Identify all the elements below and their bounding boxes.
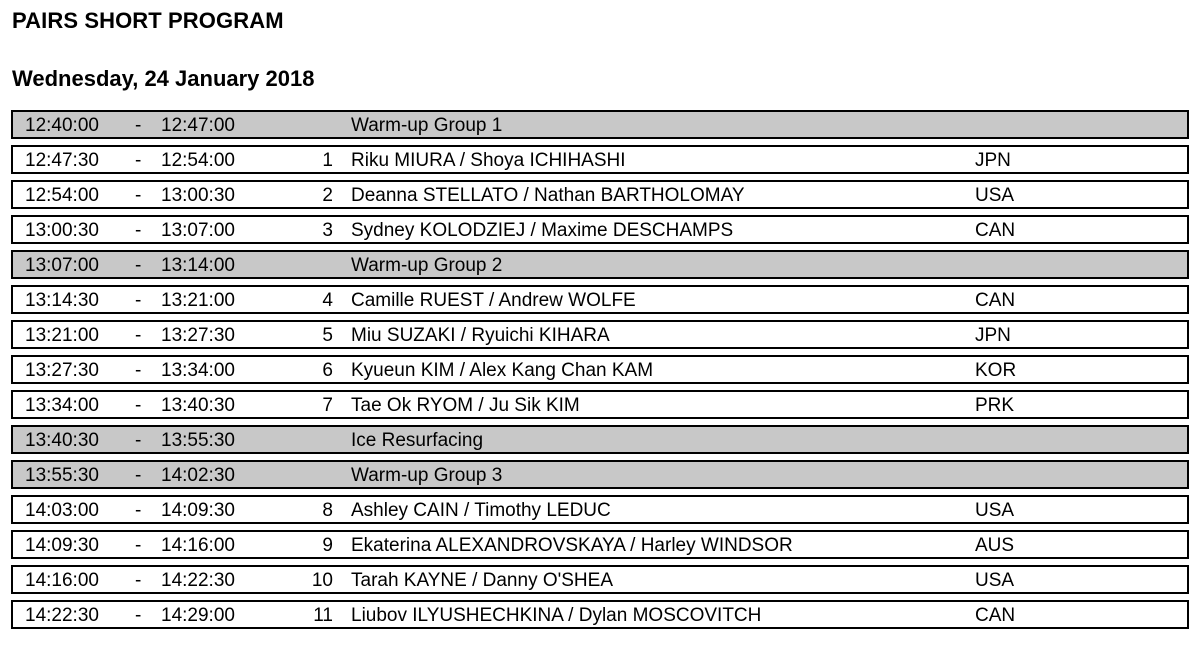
nation-code: AUS — [975, 535, 1015, 556]
start-time: 12:54:00 — [25, 185, 99, 206]
nation-code: CAN — [975, 290, 1016, 311]
start-time: 13:40:30 — [25, 430, 99, 451]
time-separator: - — [135, 185, 142, 206]
time-separator: - — [135, 325, 142, 346]
start-time: 13:55:30 — [25, 465, 99, 486]
starting-number: 9 — [322, 535, 333, 556]
schedule-skater-row — [11, 180, 1189, 209]
starting-number: 10 — [311, 570, 333, 591]
nation-code: JPN — [975, 150, 1011, 171]
end-time: 13:21:00 — [161, 290, 235, 311]
end-time: 13:40:30 — [161, 395, 235, 416]
schedule-table — [11, 110, 1189, 635]
start-time: 12:47:30 — [25, 150, 99, 171]
time-separator: - — [135, 395, 142, 416]
nation-code: PRK — [975, 395, 1015, 416]
nation-code: KOR — [975, 360, 1017, 381]
entry-name: Miu SUZAKI / Ryuichi KIHARA — [351, 325, 610, 346]
entry-name: Ice Resurfacing — [351, 430, 484, 451]
entry-name: Riku MIURA / Shoya ICHIHASHI — [351, 150, 626, 171]
entry-name: Ekaterina ALEXANDROVSKAYA / Harley WINDSOR — [351, 535, 793, 556]
end-time: 13:00:30 — [161, 185, 235, 206]
end-time: 12:47:00 — [161, 115, 235, 136]
schedule-break-row — [11, 425, 1189, 454]
start-time: 14:03:00 — [25, 500, 99, 521]
end-time: 13:34:00 — [161, 360, 235, 381]
time-separator: - — [135, 605, 142, 626]
start-time: 14:22:30 — [25, 605, 99, 626]
schedule-skater-row — [11, 355, 1189, 384]
start-time: 13:14:30 — [25, 290, 99, 311]
time-separator: - — [135, 360, 142, 381]
starting-number: 2 — [322, 185, 333, 206]
end-time: 14:02:30 — [161, 465, 235, 486]
schedule-skater-row — [11, 215, 1189, 244]
entry-name: Kyueun KIM / Alex Kang Chan KAM — [351, 360, 654, 381]
entry-name: Sydney KOLODZIEJ / Maxime DESCHAMPS — [351, 220, 734, 241]
nation-code: CAN — [975, 220, 1016, 241]
time-separator: - — [135, 255, 142, 276]
starting-number: 1 — [322, 150, 333, 171]
schedule-skater-row — [11, 145, 1189, 174]
time-separator: - — [135, 535, 142, 556]
time-separator: - — [135, 430, 142, 451]
entry-name: Warm-up Group 2 — [351, 255, 503, 276]
starting-number: 5 — [322, 325, 333, 346]
schedule-break-row — [11, 110, 1189, 139]
time-separator: - — [135, 290, 142, 311]
starting-number: 3 — [322, 220, 333, 241]
end-time: 14:16:00 — [161, 535, 235, 556]
entry-name: Tae Ok RYOM / Ju Sik KIM — [351, 395, 580, 416]
end-time: 13:07:00 — [161, 220, 235, 241]
nation-code: JPN — [975, 325, 1011, 346]
schedule-break-row — [11, 250, 1189, 279]
end-time: 13:55:30 — [161, 430, 235, 451]
end-time: 13:27:30 — [161, 325, 235, 346]
time-separator: - — [135, 500, 142, 521]
starting-number: 8 — [322, 500, 333, 521]
time-separator: - — [135, 465, 142, 486]
schedule-skater-row — [11, 495, 1189, 524]
nation-code: USA — [975, 500, 1015, 521]
starting-number: 4 — [322, 290, 333, 311]
schedule-skater-row — [11, 320, 1189, 349]
start-time: 12:40:00 — [25, 115, 99, 136]
entry-name: Tarah KAYNE / Danny O'SHEA — [351, 570, 613, 591]
nation-code: USA — [975, 570, 1015, 591]
time-separator: - — [135, 570, 142, 591]
starting-number: 6 — [322, 360, 333, 381]
schedule-skater-row — [11, 600, 1189, 629]
start-time: 13:07:00 — [25, 255, 99, 276]
schedule-skater-row — [11, 565, 1189, 594]
entry-name: Ashley CAIN / Timothy LEDUC — [351, 500, 611, 521]
end-time: 14:09:30 — [161, 500, 235, 521]
nation-code: CAN — [975, 605, 1016, 626]
starting-number: 11 — [313, 605, 333, 626]
entry-name: Warm-up Group 3 — [351, 465, 503, 486]
schedule-break-row — [11, 460, 1189, 489]
start-time: 13:00:30 — [25, 220, 99, 241]
time-separator: - — [135, 220, 142, 241]
nation-code: USA — [975, 185, 1015, 206]
entry-name: Camille RUEST / Andrew WOLFE — [351, 290, 636, 311]
time-separator: - — [135, 150, 142, 171]
start-time: 13:27:30 — [25, 360, 99, 381]
entry-name: Warm-up Group 1 — [351, 115, 503, 136]
time-separator: - — [135, 115, 142, 136]
start-time: 13:21:00 — [25, 325, 99, 346]
start-time: 14:16:00 — [25, 570, 99, 591]
entry-name: Liubov ILYUSHECHKINA / Dylan MOSCOVITCH — [351, 605, 762, 626]
event-date: Wednesday, 24 January 2018 — [12, 66, 315, 91]
end-time: 13:14:00 — [161, 255, 235, 276]
start-time: 14:09:30 — [25, 535, 99, 556]
schedule-skater-row — [11, 530, 1189, 559]
page-title: PAIRS SHORT PROGRAM — [12, 8, 284, 33]
schedule-skater-row — [11, 390, 1189, 419]
starting-number: 7 — [322, 395, 333, 416]
end-time: 14:22:30 — [161, 570, 235, 591]
schedule-skater-row — [11, 285, 1189, 314]
end-time: 14:29:00 — [161, 605, 235, 626]
end-time: 12:54:00 — [161, 150, 235, 171]
entry-name: Deanna STELLATO / Nathan BARTHOLOMAY — [351, 185, 745, 206]
start-time: 13:34:00 — [25, 395, 99, 416]
